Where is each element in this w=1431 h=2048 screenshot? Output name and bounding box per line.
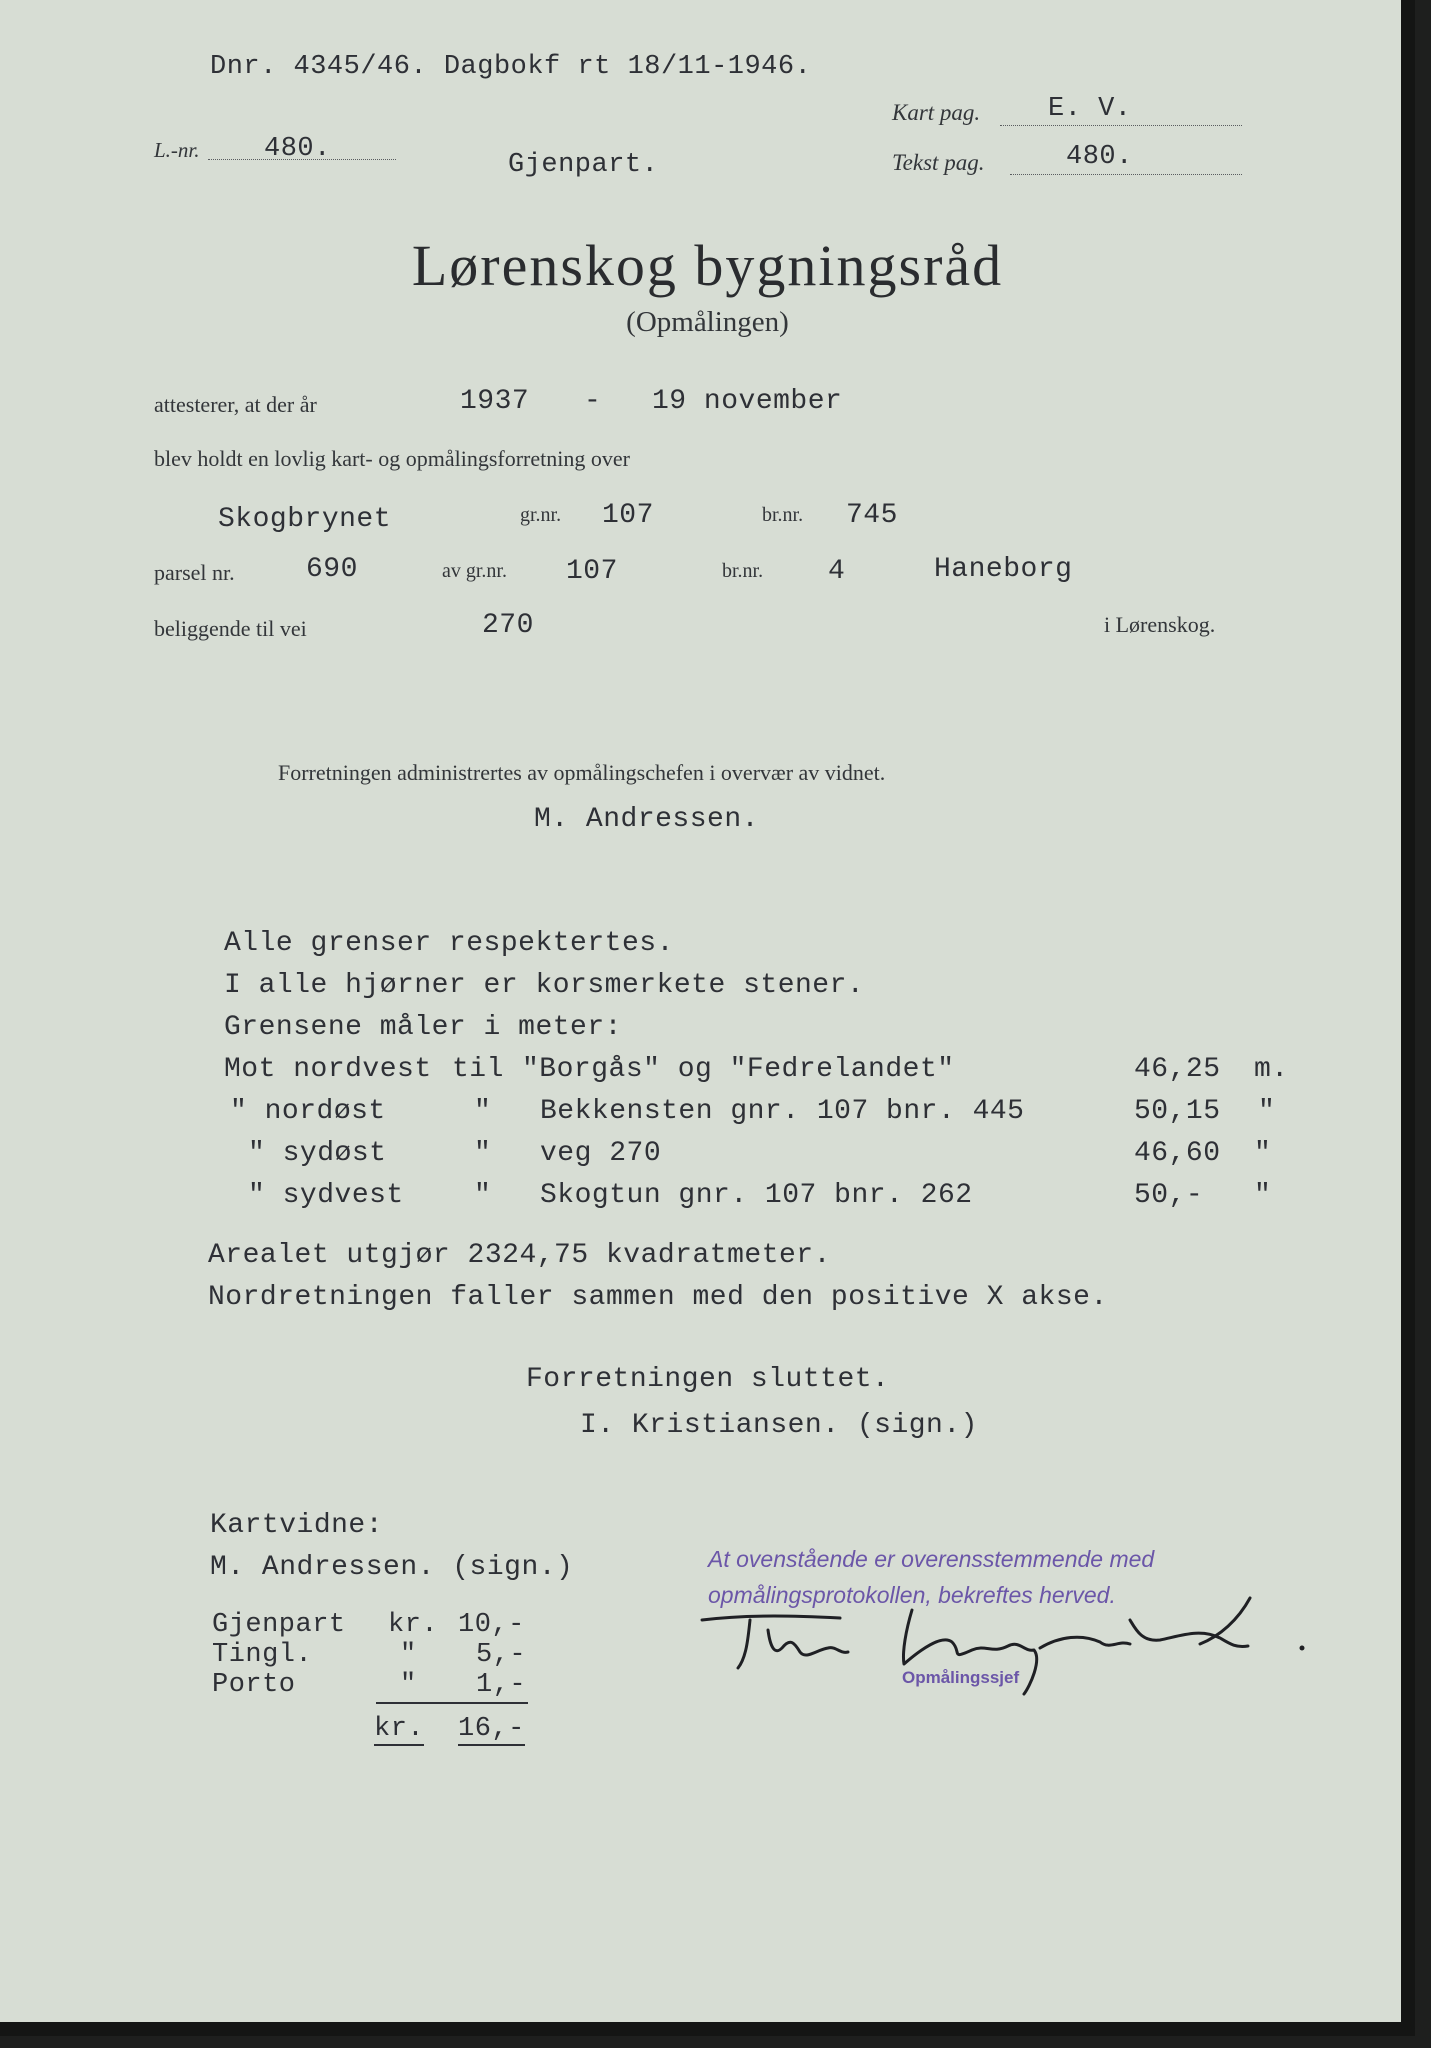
boundary-row-unit: " bbox=[1254, 1138, 1272, 1169]
fee-amount: 10,- bbox=[458, 1610, 525, 1640]
location-text: i Lørenskog. bbox=[1104, 612, 1216, 637]
boundary-row-desc: Bekkensten gnr. 107 bnr. 445 bbox=[540, 1096, 1025, 1127]
lnr-value: 480. bbox=[264, 134, 331, 164]
fee-label: Tingl. bbox=[212, 1640, 313, 1670]
av-grnr-value: 107 bbox=[566, 556, 618, 587]
boundary-row-value: 50,15 bbox=[1134, 1096, 1221, 1127]
body-line-1: Alle grenser respektertes. bbox=[224, 928, 674, 959]
tekst-pag-value: 480. bbox=[1066, 142, 1133, 172]
document-title: Lørenskog bygningsråd bbox=[411, 233, 1004, 298]
boundary-row-value: 46,60 bbox=[1134, 1138, 1221, 1169]
date-dash: - bbox=[584, 386, 602, 417]
av-brnr-label: br.nr. bbox=[722, 560, 764, 582]
boundary-row-desc: Skogtun gnr. 107 bnr. 262 bbox=[540, 1180, 973, 1211]
av-brnr-value: 4 bbox=[828, 556, 846, 587]
boundary-row-unit: " bbox=[1254, 1180, 1272, 1211]
signer-line: I. Kristiansen. (sign.) bbox=[580, 1410, 978, 1441]
kart-pag-value: E. V. bbox=[1048, 94, 1132, 124]
fee-label: Porto bbox=[212, 1670, 296, 1700]
document-subtitle: (Opmålingen) bbox=[626, 306, 789, 338]
brnr-value: 745 bbox=[846, 500, 898, 531]
fee-currency: " bbox=[400, 1670, 417, 1700]
official-signature bbox=[690, 1590, 1330, 1700]
fee-label: Gjenpart bbox=[212, 1610, 346, 1640]
fee-currency: kr. bbox=[388, 1610, 439, 1640]
boundary-row-desc: "Borgås" og "Fedrelandet" bbox=[522, 1054, 955, 1085]
kart-pag-dotline bbox=[1000, 125, 1242, 126]
nordretning-line: Nordretningen faller sammen med den positive X akse. bbox=[208, 1282, 1108, 1313]
parsel-value: 690 bbox=[306, 554, 358, 585]
fee-subtotal-rule bbox=[376, 1702, 528, 1704]
stamp-title: Opmålingssjef bbox=[902, 1668, 1020, 1687]
blev-text: blev holdt en lovlig kart- og opmålingsforretning over bbox=[154, 446, 630, 471]
grnr-label: gr.nr. bbox=[520, 504, 562, 526]
gjenpart-heading: Gjenpart. bbox=[508, 150, 659, 180]
boundary-row-desc: veg 270 bbox=[540, 1138, 662, 1169]
fee-total-amount: 16,- bbox=[458, 1714, 525, 1744]
lnr-label: L.-nr. bbox=[154, 138, 200, 162]
property-name: Skogbrynet bbox=[218, 504, 392, 535]
boundary-row-ditto: " bbox=[474, 1096, 492, 1127]
boundary-row-unit: m. bbox=[1254, 1054, 1289, 1085]
year-value: 1937 bbox=[460, 386, 530, 417]
fee-amount: 5,- bbox=[476, 1640, 527, 1670]
body-line-3: Grensene måler i meter: bbox=[224, 1012, 622, 1043]
boundary-row-unit: " bbox=[1258, 1096, 1276, 1127]
brnr-label: br.nr. bbox=[762, 504, 804, 526]
tekst-pag-dotline bbox=[1010, 174, 1242, 175]
stamp-line-1: At ovenstående er overensstemmende med bbox=[708, 1546, 1155, 1572]
kartvidne-label: Kartvidne: bbox=[210, 1510, 384, 1541]
boundary-row-ditto: til bbox=[452, 1054, 504, 1085]
dnr-line: Dnr. 4345/46. Dagbokf rt 18/11-1946. bbox=[210, 52, 812, 82]
admin-text: Forretningen administrertes av opmålingschefen i overvær av vidnet. bbox=[278, 760, 886, 785]
vei-value: 270 bbox=[482, 610, 534, 641]
kart-pag-label: Kart pag. bbox=[892, 100, 981, 125]
boundary-row-dir: " nordøst bbox=[230, 1096, 386, 1127]
grnr-value: 107 bbox=[602, 500, 654, 531]
sluttet-line: Forretningen sluttet. bbox=[526, 1364, 890, 1395]
kartvidne-name: M. Andressen. (sign.) bbox=[210, 1552, 574, 1583]
body-line-2: I alle hjørner er korsmerkete stener. bbox=[224, 970, 865, 1001]
attesterer-label: attesterer, at der år bbox=[154, 392, 317, 417]
boundary-row-dir: " sydvest bbox=[248, 1180, 404, 1211]
fee-amount: 1,- bbox=[476, 1670, 527, 1700]
tekst-pag-label: Tekst pag. bbox=[892, 150, 985, 175]
boundary-row-dir: " sydøst bbox=[248, 1138, 387, 1169]
av-property-name: Haneborg bbox=[934, 554, 1073, 585]
stamp-line-2: opmålingsprotokollen, bekreftes herved. bbox=[708, 1582, 1116, 1608]
witness-name: M. Andressen. bbox=[534, 804, 759, 835]
parsel-label: parsel nr. bbox=[154, 560, 235, 585]
boundary-row-value: 46,25 bbox=[1134, 1054, 1221, 1085]
date-value: 19 november bbox=[652, 386, 843, 417]
boundary-row-dir: Mot nordvest bbox=[224, 1054, 432, 1085]
boundary-row-value: 50,- bbox=[1134, 1180, 1204, 1211]
boundary-row-ditto: " bbox=[474, 1180, 492, 1211]
areal-line: Arealet utgjør 2324,75 kvadratmeter. bbox=[208, 1240, 831, 1271]
beliggende-label: beliggende til vei bbox=[154, 616, 307, 641]
av-grnr-label: av gr.nr. bbox=[442, 560, 507, 582]
fee-total-currency: kr. bbox=[374, 1714, 425, 1744]
boundary-row-ditto: " bbox=[474, 1138, 492, 1169]
fee-currency: " bbox=[400, 1640, 417, 1670]
